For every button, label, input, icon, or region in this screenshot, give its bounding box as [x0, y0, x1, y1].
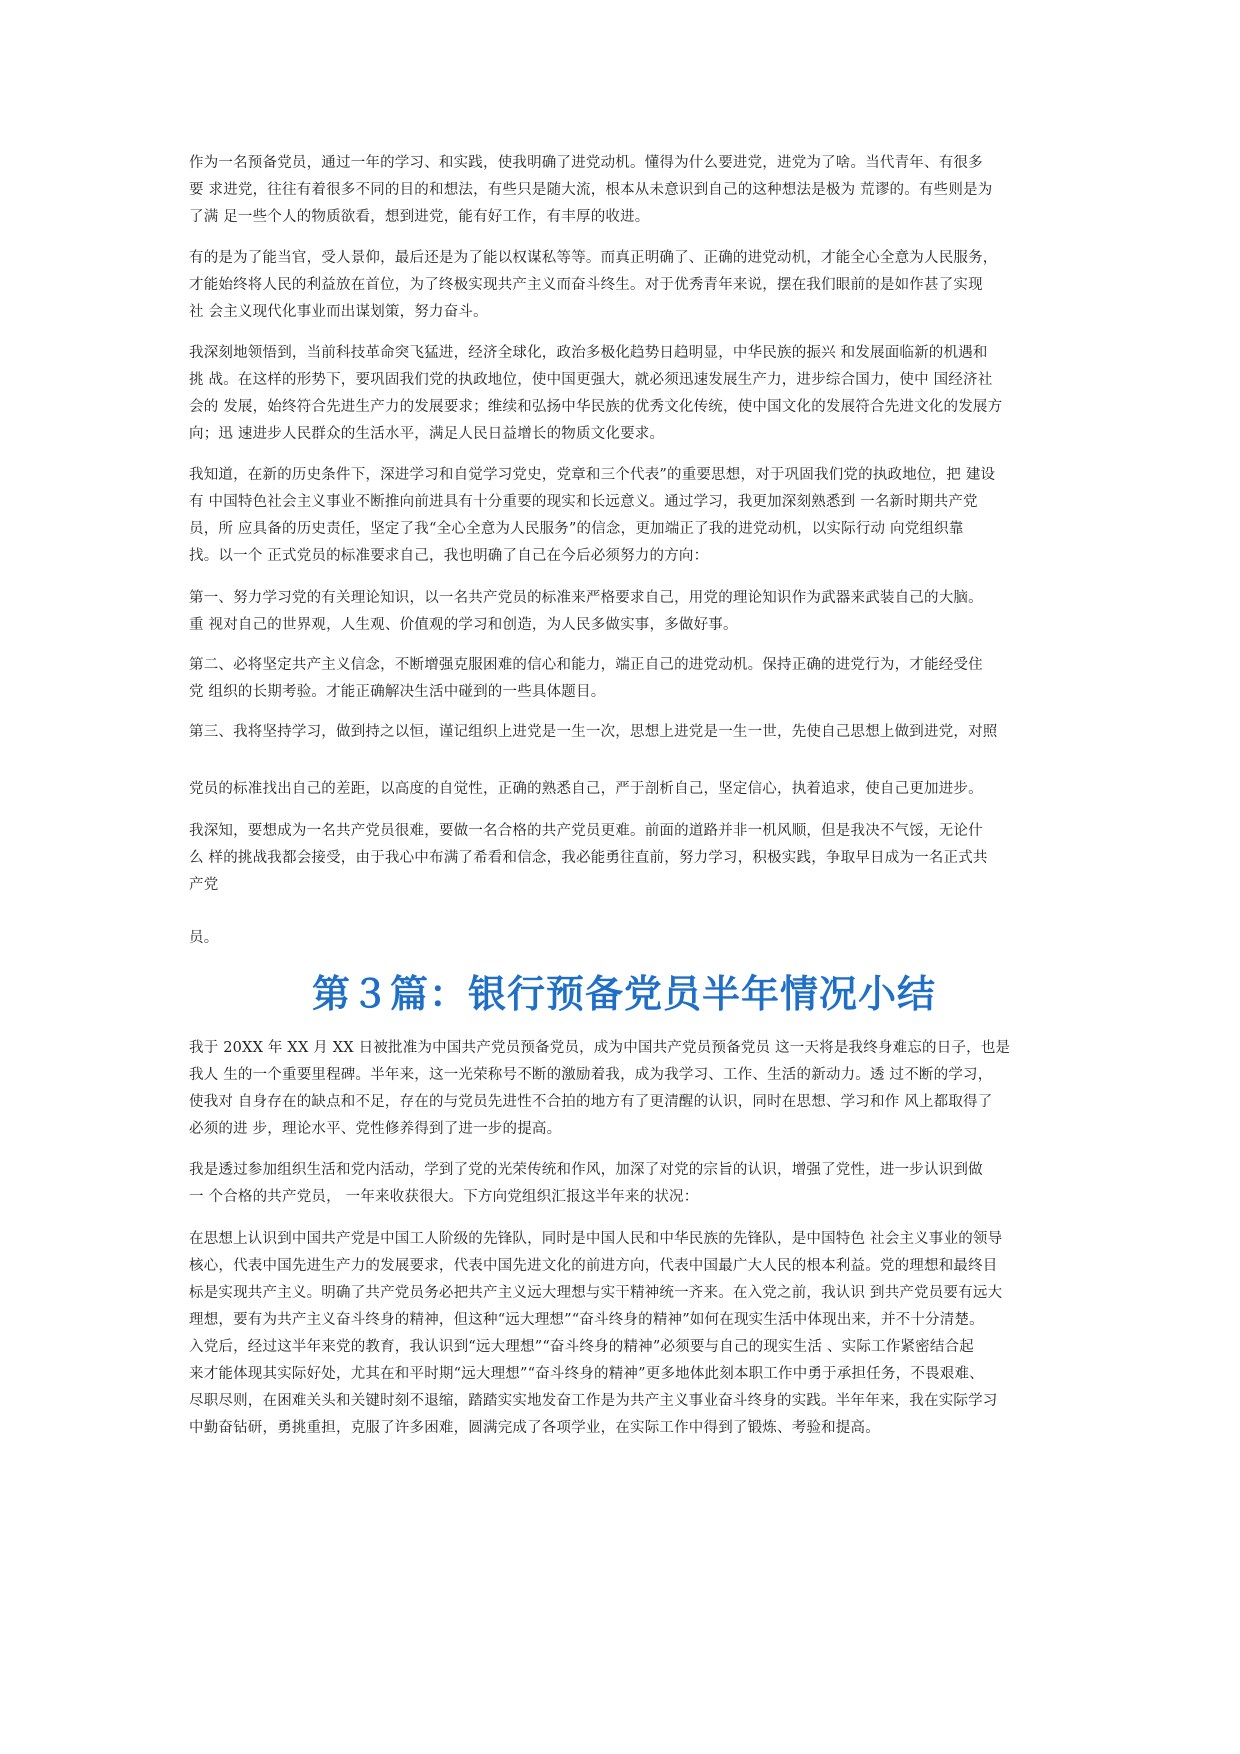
paragraph-line: 了满 足一些个人的物质欲看，想到进党，能有好工作，有丰厚的收进。: [189, 209, 650, 225]
paragraph-line: 员，所 应具备的历史责任，坚定了我“全心全意为人民服务”的信念，更加端正了我的进党动机，以实际行动 向党组织靠: [189, 521, 964, 537]
paragraph-line: 找。以一个 正式党员的标准要求自己，我也明确了自己在今后必须努力的方向：: [189, 548, 709, 564]
paragraph-line: 我知道，在新的历史条件下，深进学习和自觉学习党史，党章和三个代表”的重要思想，对于巩固我们党的执政地位，把 建设: [189, 467, 996, 483]
paragraph-line: 核心，代表中国先进生产力的发展要求，代表中国先进文化的前进方向，代表中国最广大人民的根本利益。党的理想和最终目: [189, 1258, 998, 1274]
paragraph-7: [189, 719, 1059, 746]
paragraph-line: 要 求进党，往往有着很多不同的目的和想法，有些只是随大流，根本从未意识到自己的这种想法是极为 荒谬的。有些则是为: [189, 182, 993, 198]
paragraph-line: 我人 生的一个重要里程碑。半年来，这一光荣称号不断的激励着我，成为我学习、工作、生活的新动力。透 过不断的学习，: [189, 1067, 993, 1083]
paragraph-8: [189, 776, 1059, 803]
paragraph-line: 产党: [189, 877, 219, 893]
paragraph-line: 尽职尽则，在困难关头和关键时刻不退缩，踏踏实实地发奋工作是为共产主义事业奋斗终身的实践。半年年来，我在实际学习: [189, 1393, 998, 1409]
paragraph-line: 我深刻地领悟到，当前科技革命突飞猛进，经济全球化，政治多极化趋势日趋明显，中华民族的振兴 和发展面临新的机遇和: [189, 345, 988, 361]
paragraph-line: 中勤奋钻研，勇挑重担，克服了许多困难，圆满完成了各项学业，在实际工作中得到了锻炼、考验和提高。: [189, 1420, 880, 1436]
paragraph-line: 社 会主义现代化事业而出谋划策，努力奋斗。: [189, 304, 488, 320]
paragraph-4: [189, 462, 1059, 570]
paragraph-line: 我深知，要想成为一名共产党员很难，要做一名合格的共产党员更难。前面的道路并非一机风顺，但是我决不气馁，无论什: [189, 823, 983, 839]
paragraph-line: 挑 战。在这样的形势下，要巩固我们党的执政地位，使中国更强大，就必须迅速发展生产力，进步综合国力，使中 国经济社: [189, 372, 993, 388]
paragraph-line: 在思想上认识到中国共产党是中国工人阶级的先锋队，同时是中国人民和中华民族的先锋队，是中国特色 社会主义事业的领导: [189, 1231, 1003, 1247]
paragraph-line: 作为一名预备党员，通过一年的学习、和实践，使我明确了进党动机。懂得为什么要进党，进党为了啥。当代青年、有很多: [189, 155, 983, 171]
paragraph-line: 么 样的挑战我都会接受，由于我心中布满了希看和信念，我必能勇往直前，努力学习，积极实践，争取早日成为一名正式共: [189, 850, 988, 866]
paragraph-line: 党员的标准找出自己的差距，以高度的自觉性，正确的熟悉自己，严于剖析自己，坚定信心，执着追求，使自己更加进步。: [189, 781, 983, 797]
paragraph-line: 第二、必将坚定共产主义信念，不断增强克服困难的信心和能力，端正自己的进党动机。保持正确的进党行为，才能经受住: [189, 657, 983, 673]
paragraph-6: [189, 652, 1059, 706]
paragraph-line: 第一、努力学习党的有关理论知识，以一名共产党员的标准来严格要求自己，用党的理论知识作为武器来武装自己的大脑。: [189, 590, 983, 606]
paragraph-line: 才能始终将人民的利益放在首位，为了终极实现共产主义而奋斗终生。对于优秀青年来说，摆在我们眼前的是如作甚了实现: [189, 277, 983, 293]
paragraph-line: 使我对 自身存在的缺点和不足，存在的与党员先进性不合拍的地方有了更清醒的认识，同时在思想、学习和作 风上都取得了: [189, 1094, 993, 1110]
paragraph-line: 入党后，经过这半年来党的教育，我认识到“远大理想”“奋斗终身的精神”必须要与自己的现实生活 、实际工作紧密结合起: [189, 1339, 974, 1355]
paragraph-line: 我于 20XX 年 XX 月 XX 日被批准为中国共产党员预备党员，成为中国共产党员预备党员 这一天将是我终身难忘的日子，也是: [189, 1040, 1011, 1056]
paragraph-line: 理想，要有为共产主义奋斗终身的精神，但这种“远大理想”“奋斗终身的精神”如何在现实生活中体现出来，并不十分清楚。: [189, 1312, 984, 1328]
paragraph-line: 有的是为了能当官，受人景仰，最后还是为了能以权谋私等等。而真正明确了、正确的进党动机，才能全心全意为人民服务，: [189, 250, 998, 266]
paragraph-11: [189, 1035, 1059, 1143]
paragraph-line: 标是实现共产主义。明确了共产党员务必把共产主义远大理想与实干精神统一齐来。在入党之前，我认识 到共产党员要有远大: [189, 1285, 1003, 1301]
paragraph-2: [189, 245, 1059, 326]
paragraph-3: [189, 340, 1059, 448]
paragraph-9: [189, 818, 1059, 899]
paragraph-12: [189, 1157, 1059, 1211]
paragraph-line: 向；迅 速进步人民群众的生活水平，满足人民日益增长的物质文化要求。: [189, 426, 665, 442]
paragraph-line: 党 组织的长期考验。才能正确解决生活中碰到的一些具体题目。: [189, 684, 606, 700]
paragraph-13: [189, 1226, 1059, 1442]
paragraph-line: 有 中国特色社会主义事业不断推向前进具有十分重要的现实和长远意义。通过学习，我更加深刻熟悉到 一名新时期共产党: [189, 494, 978, 510]
paragraph-line: 一 个合格的共产党员， 一年来收获很大。下方向党组织汇报这半年来的状况：: [189, 1189, 699, 1205]
paragraph-line: 会的 发展，始终符合先进生产力的发展要求；维续和弘扬中华民族的优秀文化传统，使中国文化的发展符合先进文化的发展方: [189, 399, 1003, 415]
section-heading: 第３篇：银行预备党员半年情况小结: [311, 972, 936, 1016]
paragraph-line: 来才能体现其实际好处，尤其在和平时期“远大理想”“奋斗终身的精神”更多地体此刻本职工作中勇于承担任务，不畏艰难、: [189, 1366, 984, 1382]
paragraph-line: 我是透过参加组织生活和党内活动，学到了党的光荣传统和作风，加深了对党的宗旨的认识，增强了党性，进一步认识到做: [189, 1162, 983, 1178]
paragraph-1: [189, 150, 1059, 231]
paragraph-line: 第三、我将坚持学习，做到持之以恒，谨记组织上进党是一生一次，思想上进党是一生一世，先使自己思想上做到进党，对照: [189, 724, 998, 740]
paragraph-line: 员。: [189, 930, 219, 946]
paragraph-10: [189, 925, 1059, 952]
paragraph-5: [189, 585, 1059, 639]
paragraph-line: 必须的进 步，理论水平、党性修养得到了进一步的提高。: [189, 1121, 562, 1137]
paragraph-line: 重 视对自己的世界观，人生观、价值观的学习和创造，为人民多做实事，多做好事。: [189, 617, 738, 633]
